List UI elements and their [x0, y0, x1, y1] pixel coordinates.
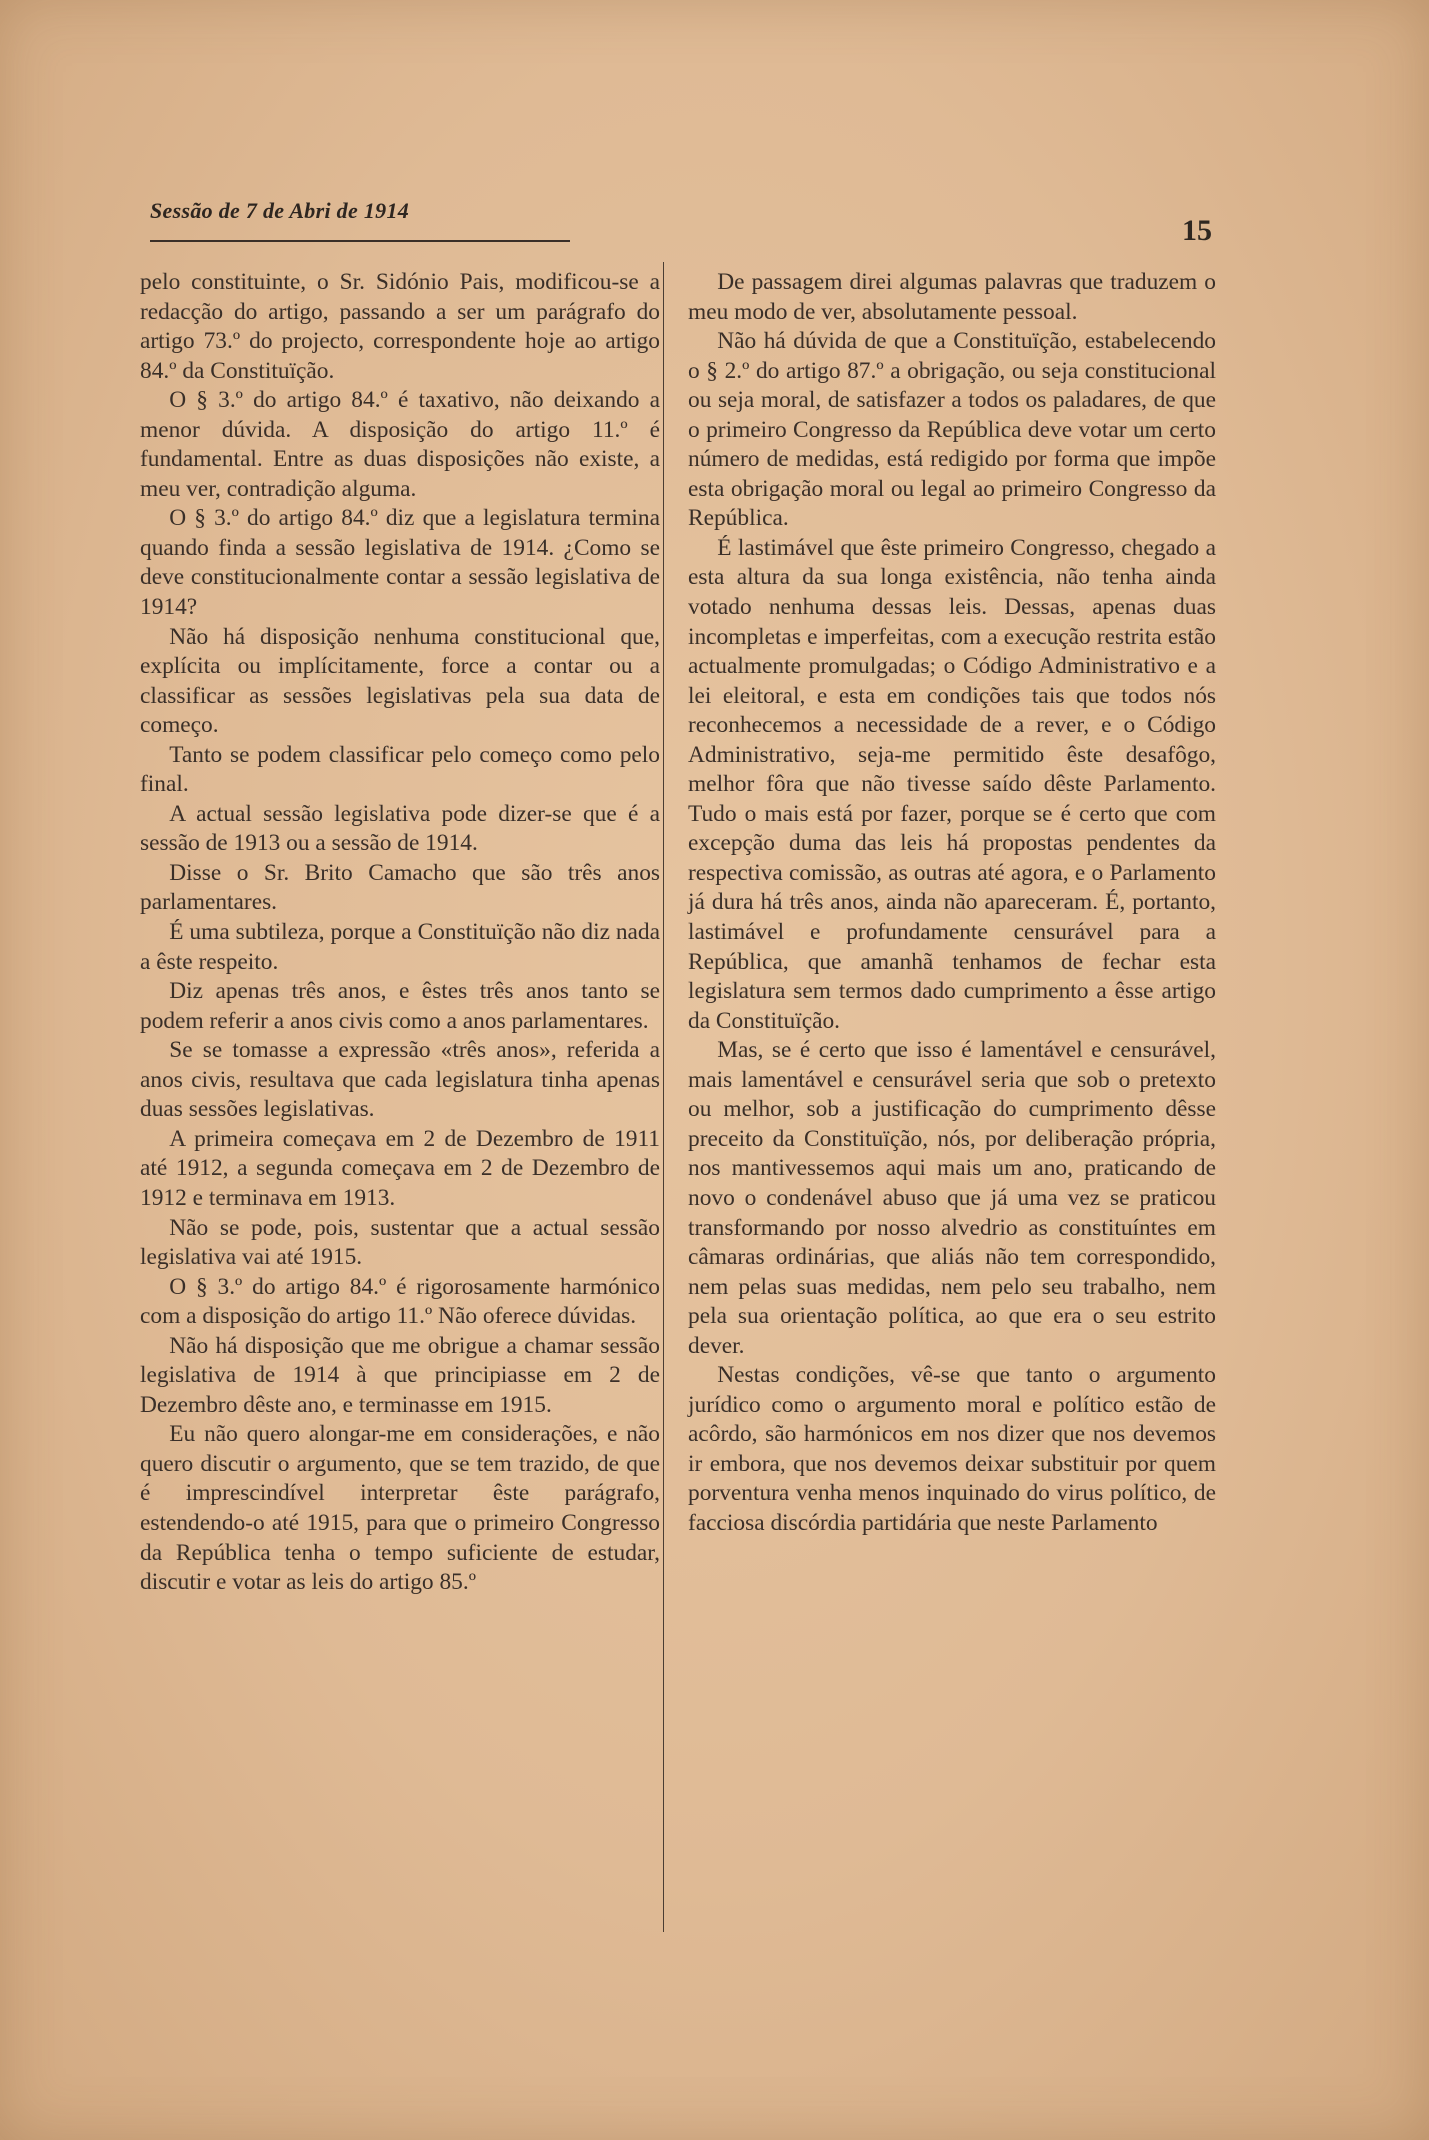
header-rule [150, 240, 570, 242]
paragraph: É uma subtileza, porque a Constituïção não diz nada a êste respeito. [140, 919, 660, 975]
running-title: Sessão de 7 de Abri de 1914 [150, 198, 410, 223]
paragraph: A primeira começava em 2 de Dezembro de 1911 até 1912, a segunda começava em 2 de Dezembro de 1912 e terminava em 1913. [140, 1125, 660, 1211]
paragraph: De passagem direi algumas palavras que traduzem o meu modo de ver, absolutamente pessoal. [688, 269, 1216, 325]
paragraph: Não há disposição nenhuma constitucional que, explícita ou implícitamente, force a contar ou a classificar as sessões legislativas pela sua data de começo. [140, 623, 660, 739]
column-divider [663, 262, 664, 1932]
paragraph: pelo constituinte, o Sr. Sidónio Pais, modificou-se a redacção do artigo, passando a ser um parágrafo do artigo 73.º do projecto, correspondente hoje ao artigo 84.º da Constituïção. [140, 269, 660, 384]
right-column [688, 268, 1216, 1539]
paragraph: Tanto se podem classificar pelo começo como pelo final. [140, 741, 660, 798]
paragraph: O § 3.º do artigo 84.º é rigorosamente harmónico com a disposição do artigo 11.º Não oferece dúvidas. [140, 1273, 660, 1330]
paragraph: O § 3.º do artigo 84.º é taxativo, não deixando a menor dúvida. A disposição do artigo 11.º é fundamental. Entre as duas disposições não existe, a meu ver, contradição alguma. [140, 387, 660, 502]
paragraph: A actual sessão legislativa pode dizer-se que é a sessão de 1913 ou a sessão de 1914. [140, 800, 660, 857]
paragraph: Mas, se é certo que isso é lamentável e censurável, mais lamentável e censurável seria que sob o pretexto ou melhor, sob a justificação do cumprimento dêsse preceito da Constituïção, nós, por deliberação própria, nos mantivessemos aqui mais um ano, praticando de novo o condenável abuso que já uma vez se praticou transformando por nosso alvedrio as constituíntes em câmaras ordinárias, que aliás não tem correspondido, nem pelas suas medidas, nem pelo seu trabalho, nem pela sua orientação política, ao que era o seu estrito dever. [688, 1037, 1216, 1359]
paragraph: Se se tomasse a expressão «três anos», referida a anos civis, resultava que cada legislatura tinha apenas duas sessões legislativas. [140, 1037, 660, 1123]
page-number: 15 [1182, 214, 1212, 247]
paragraph: Diz apenas três anos, e êstes três anos tanto se podem referir a anos civis como a anos parlamentares. [140, 978, 660, 1034]
paragraph: Eu não quero alongar-me em considerações, e não quero discutir o argumento, que se tem trazido, de que é imprescindível interpretar êste parágrafo, estendendo-o até 1915, para que o primeiro Congresso da República tenha o tempo suficiente de estudar, discutir e votar as leis do artigo 85.º [140, 1421, 660, 1596]
paragraph: Não há disposição que me obrigue a chamar sessão legislativa de 1914 à que principiasse em 2 de Dezembro dêste ano, e terminasse em 1915. [140, 1332, 660, 1418]
paragraph: Disse o Sr. Brito Camacho que são três anos parlamentares. [140, 859, 660, 916]
paragraph: Nestas condições, vê-se que tanto o argumento jurídico como o argumento moral e político estão de acôrdo, são harmónicos em nos dizer que nos devemos ir embora, que nos devemos deixar substituir por quem porventura venha menos inquinado do virus político, de facciosa discórdia partidária que neste Parlamento [688, 1362, 1216, 1536]
paragraph: O § 3.º do artigo 84.º diz que a legislatura termina quando finda a sessão legislativa de 1914. ¿Como se deve constitucionalmente contar a sessão legislativa de 1914? [140, 505, 660, 621]
paragraph: É lastimável que êste primeiro Congresso, chegado a esta altura da sua longa existência, não tenha ainda votado nenhuma dessas leis. Dessas, apenas duas incompletas e imperfeitas, com a execução restrita estão actualmente promulgadas; o Código Administrativo e a lei eleitoral, e esta em condições tais que todos nós reconhecemos a necessidade de a rever, e o Código Administrativo, seja-me permitido êste desafôgo, melhor fôra que não tivesse saído dêste Parlamento. Tudo o mais está por fazer, porque se é certo que com excepção duma das leis há propostas pendentes da respectiva comissão, as outras até agora, e o Parlamento já dura há três anos, ainda não apareceram. É, portanto, lastimável e profundamente censurável para a República, que amanhã tenhamos de fechar esta legislatura sem termos dado cumprimento a êsse artigo da Constituïção. [688, 534, 1216, 1034]
paragraph: Não se pode, pois, sustentar que a actual sessão legislativa vai até 1915. [140, 1214, 660, 1271]
left-column [140, 268, 660, 1598]
paragraph: Não há dúvida de que a Constituïção, estabelecendo o § 2.º do artigo 87.º a obrigação, ou seja constitucional ou seja moral, de satisfazer a todos os paladares, de que o primeiro Congresso da República deve votar um certo número de medidas, está redigido por forma que impõe esta obrigação moral ou legal ao primeiro Congresso da República. [688, 328, 1216, 532]
